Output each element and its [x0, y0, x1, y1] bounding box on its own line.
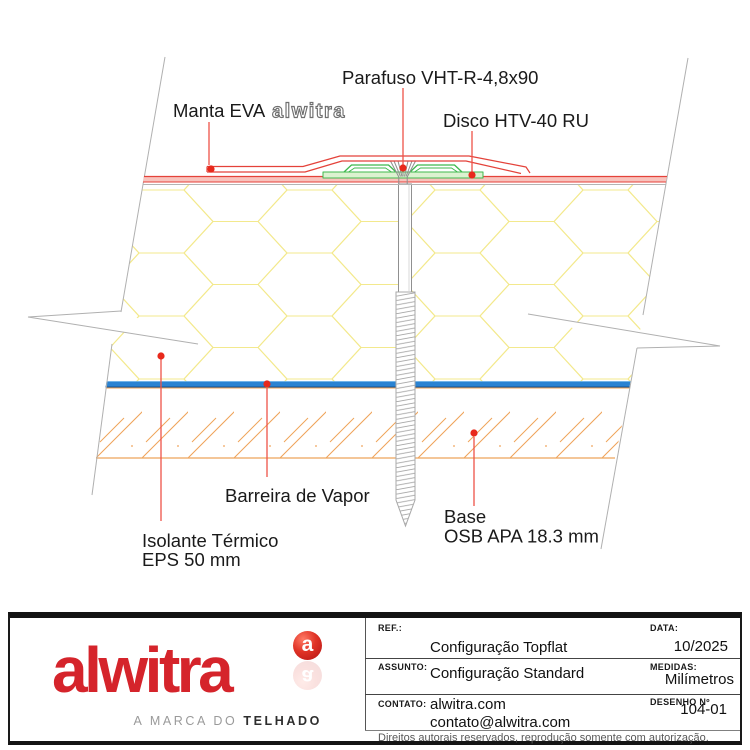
titleblock-row-divider-2 [365, 694, 740, 695]
titleblock-vertical-divider [365, 618, 366, 730]
vapor-barrier-line [106, 382, 631, 388]
copyright-strip: Direitos autorais reservados, reprodução somente com autorização. [378, 731, 709, 744]
label-barreira: Barreira de Vapor [225, 485, 370, 506]
data-label: DATA: [650, 623, 679, 633]
alwitra-logo: alwitra [52, 634, 231, 706]
data-value: 10/2025 [673, 638, 728, 655]
medidas-value: Milímetros [664, 671, 734, 688]
desenho-label: DESENHO Nº [650, 697, 710, 707]
titleblock-row-divider-1 [365, 658, 740, 659]
medidas-label: MEDIDAS: [650, 662, 697, 672]
eps-insulation-layer [107, 185, 666, 383]
assunto-label: ASSUNTO: [378, 662, 428, 672]
contato-value-line2: contato@alwitra.com [430, 714, 571, 731]
label-manta: Manta EVA [173, 100, 266, 121]
label-manta-brand: alwitra [272, 100, 346, 123]
label-base-line2: OSB APA 18.3 mm [444, 525, 599, 547]
alwitra-badge-icon: a [293, 631, 322, 660]
title-block [8, 612, 742, 745]
tagline-bold: TELHADO [243, 714, 322, 728]
contato-value-line1: alwitra.com [430, 696, 506, 713]
ref-value: Configuração Topflat [430, 639, 568, 656]
logo-tagline [10, 714, 322, 728]
label-isolante-line2: EPS 50 mm [142, 549, 241, 570]
label-disco: Disco HTV-40 RU [443, 110, 589, 131]
assunto-value: Configuração Standard [430, 665, 585, 682]
label-parafuso: Parafuso VHT-R-4,8x90 [342, 67, 539, 88]
alwitra-badge-reflection: a [293, 661, 322, 690]
contato-label: CONTATO: [378, 699, 427, 709]
label-base-line1: Base [444, 506, 487, 527]
ref-label: REF.: [378, 623, 402, 633]
tagline-prefix: A MARCA DO [133, 714, 244, 728]
desenho-value: 104-01 [680, 701, 727, 718]
osb-base-layer [96, 388, 630, 458]
label-isolante-line1: Isolante Térmico [142, 530, 279, 551]
